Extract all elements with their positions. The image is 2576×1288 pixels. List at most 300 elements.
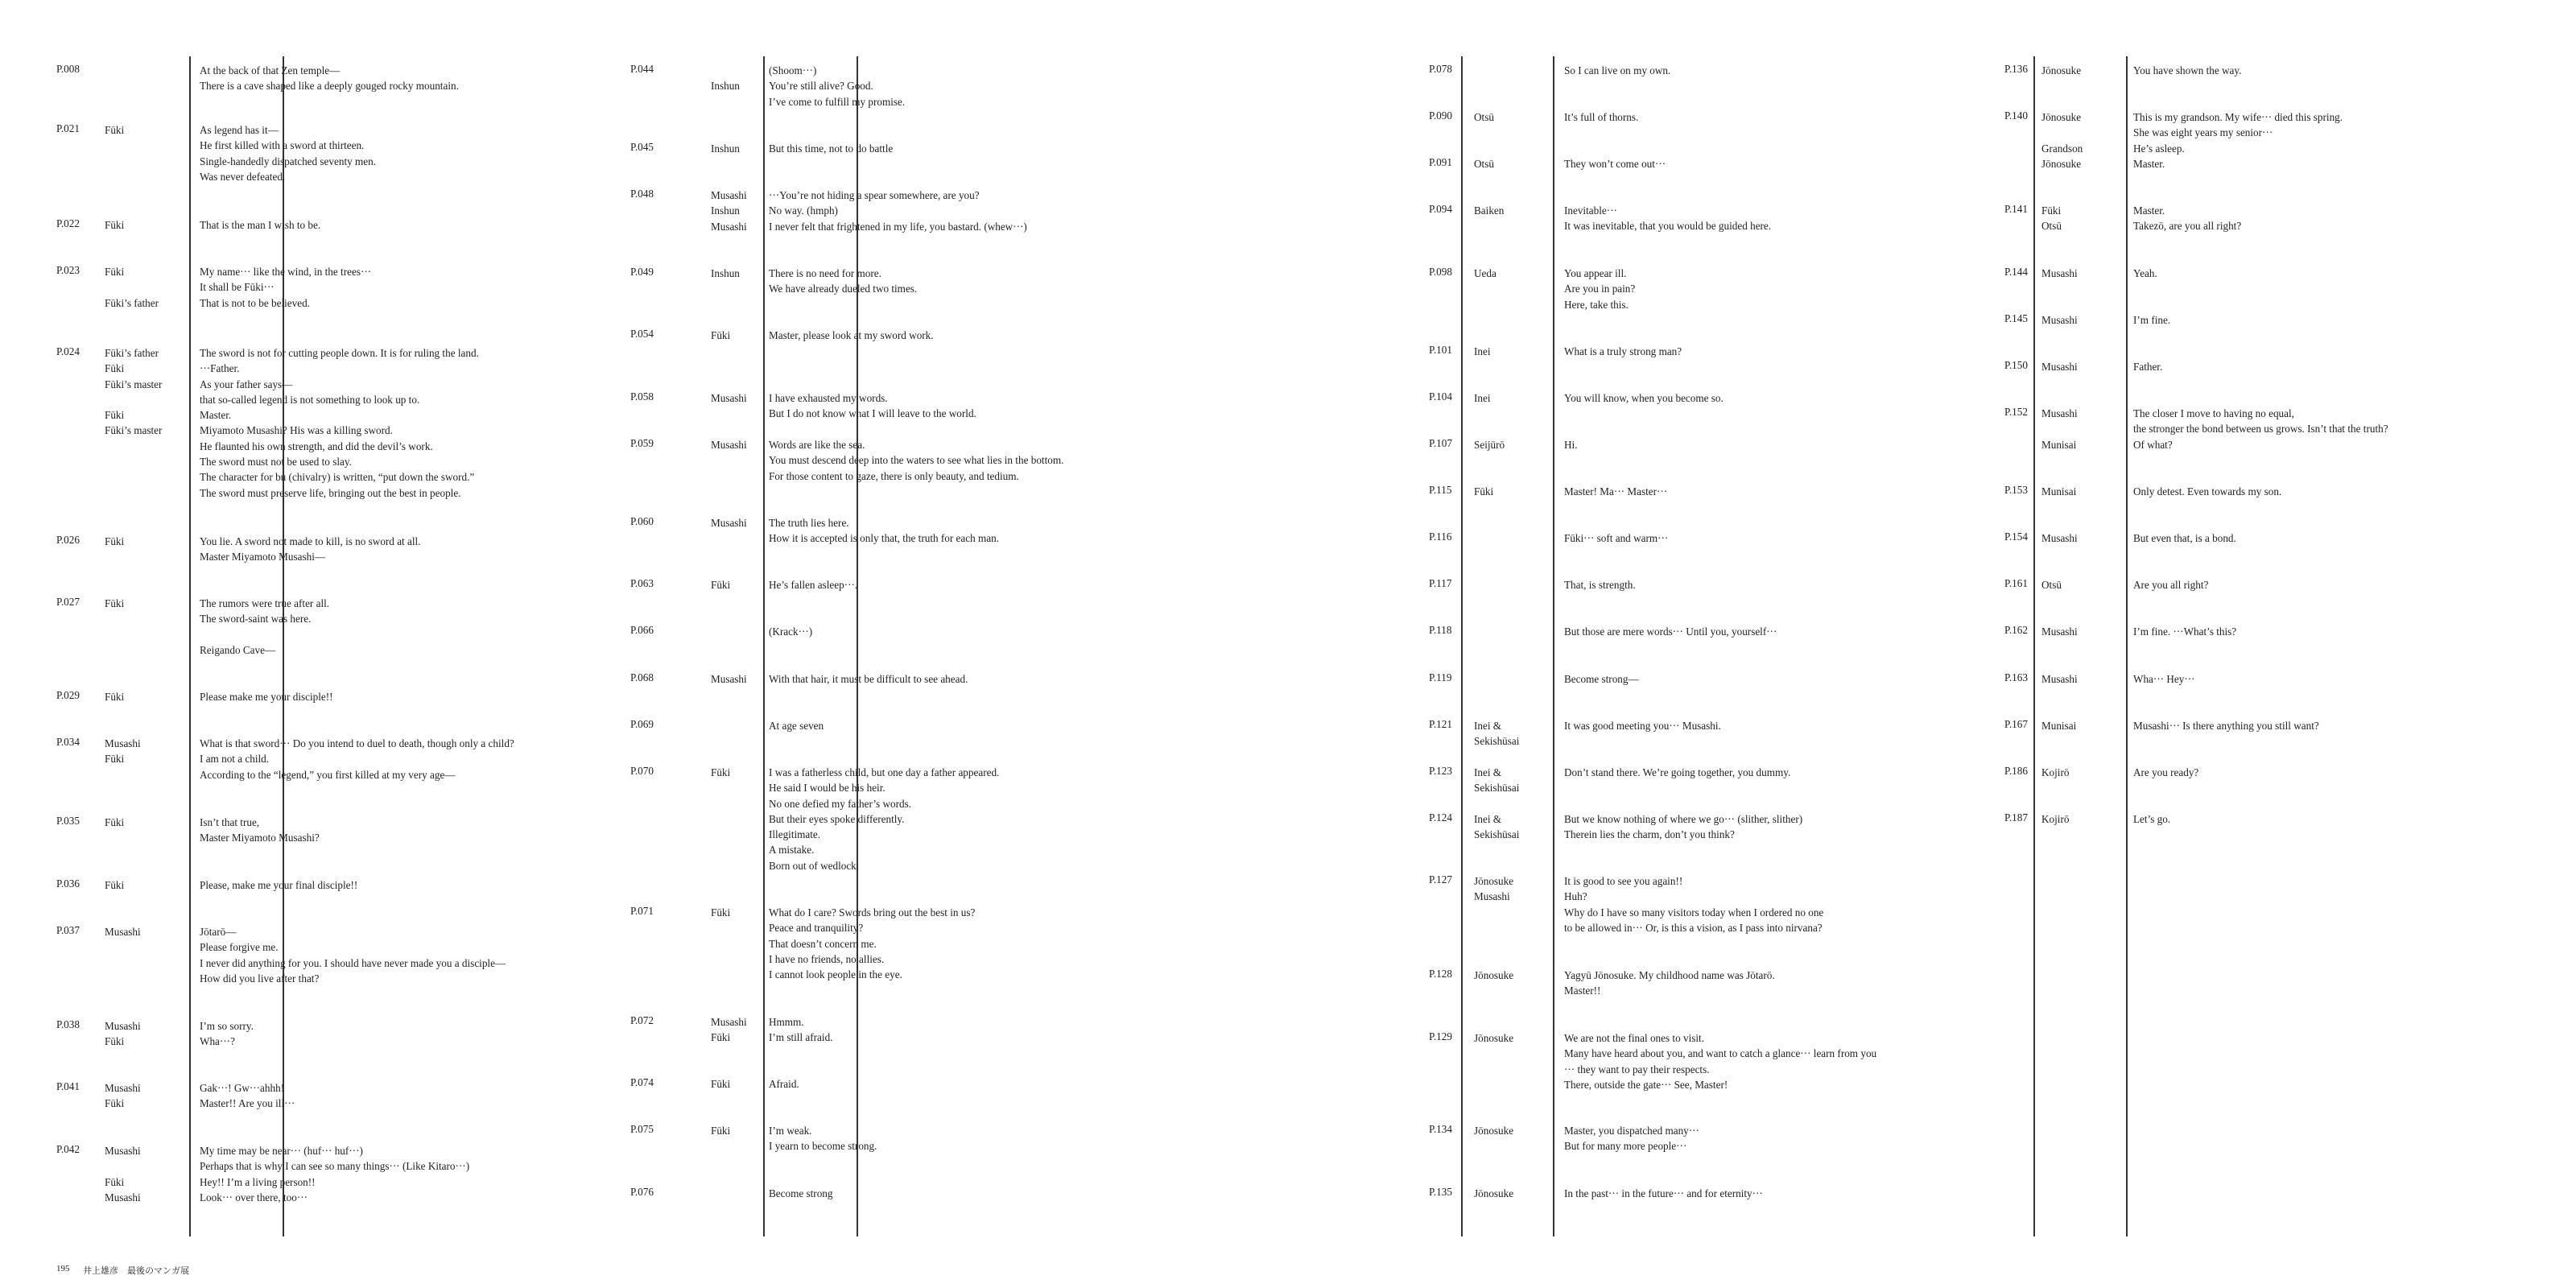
dialogue-line <box>56 1143 620 1158</box>
speaker-name: Munisai <box>2041 438 2077 451</box>
page-ref: P.078 <box>1429 63 1452 75</box>
dialogue-line <box>1429 109 1992 125</box>
dialogue-text: I have no friends, no allies. <box>769 952 885 965</box>
dialogue-line <box>1429 530 1992 546</box>
dialogue-line <box>630 437 1194 452</box>
dialogue-text: Isn’t that true, <box>200 816 260 828</box>
page-ref: P.072 <box>630 1014 654 1026</box>
dialogue-text: ··· they want to pay their respects. <box>1564 1063 1710 1075</box>
script-entry <box>630 63 1194 109</box>
dialogue-text: But we know nothing of where we go··· (slither, slither) <box>1564 813 1803 825</box>
dialogue-text: But I do not know what I will leave to the world. <box>769 407 976 420</box>
speaker-name: Inshun <box>711 80 740 93</box>
dialogue-text: It was inevitable, that you would be guided here. <box>1564 220 1772 233</box>
dialogue-text: The sword must preserve life, bringing out the best in people. <box>200 486 461 499</box>
dialogue-text: That, is strength. <box>1564 579 1636 591</box>
speaker-name: Musashi <box>711 189 747 201</box>
dialogue-text: He first killed with a sword at thirteen. <box>200 139 365 152</box>
dialogue-text: This is my grandson. My wife··· died this spring. <box>2133 111 2343 123</box>
dialogue-line <box>2004 109 2568 125</box>
dialogue-text: Words are like the sea. <box>769 439 865 451</box>
speaker-name: Musashi <box>105 1145 141 1157</box>
script-entry <box>1429 63 1992 78</box>
dialogue-line <box>56 485 620 501</box>
dialogue-line <box>1429 484 1992 499</box>
dialogue-text: Please make me your disciple!! <box>200 691 333 703</box>
script-entry <box>1429 1186 1992 1201</box>
dialogue-line <box>56 63 620 78</box>
dialogue-text: I’m so sorry. <box>200 1020 254 1032</box>
dialogue-text: What do I care? Swords bring out the best in us? <box>769 906 976 919</box>
speaker-name: Sekishūsai <box>1474 735 1520 748</box>
page-ref: P.094 <box>1429 203 1452 215</box>
dialogue-text: Master Miyamoto Musashi— <box>200 551 326 564</box>
dialogue-line <box>1429 218 1992 233</box>
dialogue-text: I am not a child. <box>200 753 270 766</box>
script-entry <box>1429 624 1992 639</box>
dialogue-text: We have already dueled two times. <box>769 283 918 295</box>
dialogue-line <box>2004 156 2568 171</box>
dialogue-text: You have shown the way. <box>2133 64 2242 76</box>
dialogue-text: Hmmm. <box>769 1016 804 1028</box>
dialogue-text: The character for bu (chivalry) is written, “put down the sword.” <box>200 471 475 484</box>
page-ref: P.098 <box>1429 266 1452 278</box>
dialogue-line <box>630 842 1194 857</box>
script-entry <box>2004 718 2568 733</box>
page-ref: P.058 <box>630 390 654 402</box>
speaker-name: Fūki <box>711 329 731 341</box>
dialogue-line <box>56 971 620 986</box>
dialogue-line <box>630 530 1194 546</box>
script-entry <box>2004 266 2568 281</box>
dialogue-text: Wha··· Hey··· <box>2133 673 2195 685</box>
dialogue-text: Reigando Cave— <box>200 643 276 656</box>
dialogue-text: Hi. <box>1564 439 1578 451</box>
dialogue-line <box>630 718 1194 733</box>
dialogue-line <box>1429 63 1992 78</box>
dialogue-line <box>2004 811 2568 827</box>
page-ref: P.049 <box>630 266 654 278</box>
speaker-name: Fūki <box>711 1031 731 1044</box>
dialogue-line <box>56 815 620 830</box>
dialogue-line <box>56 454 620 469</box>
speaker-name: Munisai <box>2041 485 2077 497</box>
script-entry <box>2004 312 2568 328</box>
script-entry <box>2004 624 2568 639</box>
dialogue-text: The sword must not be used to slay. <box>200 456 352 469</box>
page-ref: P.026 <box>56 534 80 546</box>
page-ref: P.060 <box>630 515 654 527</box>
dialogue-text: So I can live on my own. <box>1564 64 1671 76</box>
script-entry <box>630 577 1194 592</box>
dialogue-line <box>630 63 1194 78</box>
script-entry <box>1429 1123 1992 1154</box>
dialogue-text: Jōtarō— <box>200 926 237 938</box>
script-entry <box>56 534 620 565</box>
dialogue-text: Gak···! Gw···ahhh! <box>200 1082 285 1094</box>
dialogue-line <box>1429 889 1992 904</box>
dialogue-line <box>56 439 620 454</box>
script-entry <box>1429 671 1992 687</box>
speaker-name: Musashi <box>105 1020 141 1032</box>
dialogue-text: I yearn to become strong. <box>769 1140 877 1153</box>
dialogue-text: Let’s go. <box>2133 813 2171 825</box>
page-ref: P.186 <box>2004 765 2028 777</box>
speaker-name: Fūki’s master <box>105 424 163 437</box>
script-entry <box>2004 671 2568 687</box>
dialogue-line <box>1429 624 1992 639</box>
dialogue-text: That doesn’t concern me. <box>769 937 877 950</box>
dialogue-line <box>630 796 1194 811</box>
dialogue-line <box>630 94 1194 109</box>
dialogue-line <box>56 830 620 845</box>
dialogue-text: He flaunted his own strength, and did the devil’s work. <box>200 440 433 452</box>
dialogue-text: The rumors were true after all. <box>200 597 330 609</box>
dialogue-line <box>56 407 620 423</box>
speaker-name: Musashi <box>711 673 747 685</box>
speaker-name: Fūki <box>105 1175 125 1188</box>
dialogue-line <box>630 780 1194 795</box>
dialogue-text: For those content to gaze, there is only beauty, and tedium. <box>769 469 1019 482</box>
dialogue-line <box>630 1076 1194 1092</box>
script-entry <box>56 1080 620 1112</box>
dialogue-text: Master, please look at my sword work. <box>769 329 934 341</box>
dialogue-line <box>630 765 1194 780</box>
speaker-name: Musashi <box>105 737 141 749</box>
page-ref: P.136 <box>2004 63 2028 75</box>
dialogue-line <box>1429 811 1992 827</box>
speaker-name: Fūki <box>711 766 731 778</box>
script-entry <box>56 689 620 704</box>
script-entry <box>2004 63 2568 78</box>
dialogue-line <box>56 1190 620 1205</box>
script-entry <box>630 515 1194 547</box>
dialogue-text: Miyamoto Musashi? His was a killing sword. <box>200 424 393 437</box>
dialogue-text: Master Miyamoto Musashi? <box>200 832 320 844</box>
dialogue-text: There is a cave shaped like a deeply gouged rocky mountain. <box>200 80 459 93</box>
dialogue-text: Peace and tranquility? <box>769 922 864 935</box>
dialogue-text: But this time, not to do battle <box>769 142 894 155</box>
script-entry <box>2004 203 2568 234</box>
script-entry <box>56 264 620 311</box>
dialogue-text: Musashi··· Is there anything you still want? <box>2133 720 2319 732</box>
dialogue-text: But those are mere words··· Until you, yourself··· <box>1564 625 1777 638</box>
dialogue-text: The sword-saint was here. <box>200 613 312 625</box>
dialogue-text: How it is accepted is only that, the truth for each man. <box>769 532 1000 545</box>
dialogue-text: She was eight years my senior··· <box>2133 126 2273 139</box>
script-entry <box>1429 156 1992 171</box>
speaker-name: Jōnosuke <box>1474 875 1514 887</box>
page-ref: P.145 <box>2004 312 2028 324</box>
dialogue-line <box>1429 780 1992 795</box>
dialogue-line <box>630 203 1194 218</box>
dialogue-line <box>56 138 620 153</box>
dialogue-line <box>56 122 620 138</box>
dialogue-line <box>1429 905 1992 920</box>
script-entry <box>56 1143 620 1205</box>
dialogue-line <box>56 596 620 611</box>
script-entry <box>630 390 1194 422</box>
page-ref: P.134 <box>1429 1123 1452 1135</box>
dialogue-text: I cannot look people in the eye. <box>769 968 902 981</box>
script-entry <box>1429 344 1992 359</box>
script-entry <box>1429 1030 1992 1092</box>
dialogue-line <box>2004 125 2568 140</box>
dialogue-line <box>630 328 1194 343</box>
dialogue-text: At the back of that Zen temple— <box>200 64 341 76</box>
dialogue-line <box>56 736 620 751</box>
script-entry <box>630 141 1194 156</box>
dialogue-text: I’m fine. ···What’s this? <box>2133 625 2237 638</box>
speaker-name: Musashi <box>711 517 747 529</box>
page-ref: P.154 <box>2004 530 2028 543</box>
speaker-name: Munisai <box>2041 720 2077 732</box>
script-entry <box>1429 484 1992 499</box>
dialogue-line <box>1429 718 1992 733</box>
dialogue-line <box>56 1080 620 1096</box>
dialogue-line <box>56 956 620 971</box>
script-entry <box>56 122 620 184</box>
page-ref: P.008 <box>56 63 80 75</box>
dialogue-line <box>1429 266 1992 281</box>
page-ref: P.107 <box>1429 437 1452 449</box>
dialogue-line <box>630 920 1194 935</box>
dialogue-line <box>56 264 620 279</box>
dialogue-line <box>2004 484 2568 499</box>
speaker-name: Musashi <box>711 220 747 233</box>
dialogue-line <box>1429 920 1992 935</box>
speaker-name: Fūki <box>105 535 125 547</box>
dialogue-line <box>56 279 620 295</box>
dialogue-line <box>2004 624 2568 639</box>
dialogue-line <box>56 392 620 407</box>
dialogue-line <box>1429 390 1992 406</box>
speaker-name: Jōnosuke <box>2041 64 2082 76</box>
speaker-name: Seijūrō <box>1474 439 1505 451</box>
script-entry <box>1429 437 1992 452</box>
dialogue-text: You will know, when you become so. <box>1564 392 1724 404</box>
dialogue-line <box>2004 203 2568 218</box>
dialogue-text: Here, take this. <box>1564 298 1629 311</box>
dialogue-line <box>630 671 1194 687</box>
dialogue-line <box>56 627 620 642</box>
dialogue-line <box>56 423 620 438</box>
dialogue-line <box>56 549 620 564</box>
dialogue-line <box>630 811 1194 827</box>
dialogue-line <box>1429 156 1992 171</box>
dialogue-text: No one defied my father’s words. <box>769 797 912 810</box>
dialogue-line <box>630 1138 1194 1154</box>
speaker-name: Fūki <box>711 906 731 919</box>
page-ref: P.127 <box>1429 873 1452 886</box>
speaker-name: Fūki <box>105 266 125 278</box>
script-entry <box>1429 266 1992 312</box>
dialogue-line <box>56 1158 620 1174</box>
speaker-name: Jōnosuke <box>1474 1032 1514 1044</box>
dialogue-line <box>56 78 620 93</box>
page-ref: P.119 <box>1429 671 1452 683</box>
dialogue-line <box>56 154 620 169</box>
script-entry <box>56 924 620 986</box>
dialogue-line <box>1429 577 1992 592</box>
script-entry <box>1429 203 1992 234</box>
dialogue-text: Father. <box>2133 361 2163 373</box>
speaker-name: Otsū <box>2041 579 2062 591</box>
speaker-name: Inei & <box>1474 720 1502 732</box>
dialogue-text: Become strong— <box>1564 673 1639 685</box>
dialogue-text: (Krack···) <box>769 625 813 638</box>
speaker-name: Musashi <box>105 1191 141 1203</box>
dialogue-text: Only detest. Even towards my son. <box>2133 485 2282 497</box>
dialogue-line <box>1429 1062 1992 1077</box>
dialogue-text: ···You’re not hiding a spear somewhere, are you? <box>769 189 980 201</box>
dialogue-text: Takezō, are you all right? <box>2133 220 2242 233</box>
speaker-name: Musashi <box>2041 361 2078 373</box>
footer-book-title: 井上雄彦 最後のマンガ展 <box>83 1266 189 1276</box>
script-entry <box>630 718 1194 733</box>
page-ref: P.066 <box>630 624 654 636</box>
speaker-name: Inei & <box>1474 813 1502 825</box>
speaker-name: Fūki <box>711 1125 731 1137</box>
dialogue-line <box>56 924 620 939</box>
dialogue-line <box>1429 827 1992 842</box>
dialogue-text: I’m weak. <box>769 1125 812 1137</box>
dialogue-line <box>56 361 620 376</box>
dialogue-text: It is good to see you again!! <box>1564 875 1683 887</box>
dialogue-text: Yagyū Jōnosuke. My childhood name was Jōtarō. <box>1564 969 1775 981</box>
dialogue-text: How did you live after that? <box>200 972 320 985</box>
dialogue-line <box>2004 312 2568 328</box>
dialogue-text: That is the man I wish to be. <box>200 219 321 231</box>
dialogue-line <box>2004 218 2568 233</box>
page-ref: P.150 <box>2004 359 2028 371</box>
page-ref: P.027 <box>56 596 80 608</box>
dialogue-line <box>2004 530 2568 546</box>
speaker-name: Musashi <box>2041 532 2078 544</box>
dialogue-text: I’m still afraid. <box>769 1031 833 1044</box>
page-ref: P.161 <box>2004 577 2028 589</box>
dialogue-line <box>630 624 1194 639</box>
dialogue-text: We are not the final ones to visit. <box>1564 1032 1704 1044</box>
page-ref: P.059 <box>630 437 654 449</box>
page-ref: P.115 <box>1429 484 1452 496</box>
script-entry <box>1429 811 1992 843</box>
dialogue-text: Huh? <box>1564 890 1587 903</box>
script-entry <box>2004 484 2568 499</box>
dialogue-line <box>56 939 620 955</box>
speaker-name: Fūki <box>105 1097 125 1110</box>
dialogue-text: As your father says— <box>200 378 293 390</box>
dialogue-text: Look··· over there, too··· <box>200 1191 308 1203</box>
dialogue-line <box>630 577 1194 592</box>
speaker-name: Fūki <box>105 597 125 609</box>
script-entry <box>1429 109 1992 125</box>
dialogue-text: Why do I have so many visitors today when I ordered no one <box>1564 906 1824 919</box>
dialogue-line <box>630 469 1194 484</box>
dialogue-text: that so-called legend is not something to look up to. <box>200 393 420 406</box>
dialogue-line <box>1429 1138 1992 1154</box>
dialogue-line <box>1429 1077 1992 1092</box>
page-ref: P.076 <box>630 1186 654 1198</box>
page-ref: P.042 <box>56 1143 80 1155</box>
dialogue-text: Are you in pain? <box>1564 283 1636 295</box>
script-entry <box>2004 811 2568 827</box>
dialogue-line <box>56 877 620 893</box>
speaker-name: Fūki <box>711 579 731 591</box>
dialogue-line <box>630 858 1194 873</box>
speaker-name: Jōnosuke <box>1474 969 1514 981</box>
dialogue-text: Inevitable··· <box>1564 204 1617 217</box>
dialogue-line <box>1429 437 1992 452</box>
dialogue-text: Master. <box>200 409 232 422</box>
script-entry <box>2004 765 2568 780</box>
dialogue-line <box>1429 968 1992 983</box>
page-ref: P.038 <box>56 1018 80 1030</box>
dialogue-line <box>56 1096 620 1111</box>
script-entry <box>56 736 620 782</box>
page-ref: P.140 <box>2004 109 2028 122</box>
speaker-name: Fūki <box>711 1078 731 1090</box>
dialogue-text: That is not to be believed. <box>200 296 310 309</box>
dialogue-text: You must descend deep into the waters to see what lies in the bottom. <box>769 454 1064 467</box>
page-ref: P.144 <box>2004 266 2028 278</box>
speaker-name: Fūki’s father <box>105 296 159 309</box>
dialogue-line <box>1429 765 1992 780</box>
dialogue-line <box>2004 671 2568 687</box>
dialogue-text: Master. <box>2133 204 2165 217</box>
dialogue-text: Master! Ma··· Master··· <box>1564 485 1668 497</box>
dialogue-text: Yeah. <box>2133 267 2157 279</box>
dialogue-text: It shall be Fūki··· <box>200 281 275 294</box>
script-entry <box>630 905 1194 982</box>
dialogue-text: Was never defeated. <box>200 170 286 183</box>
page-ref: P.123 <box>1429 765 1452 777</box>
dialogue-line <box>630 905 1194 920</box>
page-ref: P.091 <box>1429 156 1452 168</box>
dialogue-text: What is that sword··· Do you intend to duel to death, though only a child? <box>200 737 514 749</box>
dialogue-text: I’ve come to fulfill my promise. <box>769 95 906 108</box>
dialogue-text: Afraid. <box>769 1078 799 1090</box>
dialogue-line <box>2004 421 2568 436</box>
script-entry <box>56 596 620 658</box>
dialogue-text: I have exhausted my words. <box>769 392 888 404</box>
speaker-name: Fūki <box>105 124 125 136</box>
speaker-name: Inshun <box>711 142 740 155</box>
dialogue-text: Born out of wedlock. <box>769 859 860 872</box>
dialogue-text: the stronger the bond between us grows. Isn’t that the truth? <box>2133 423 2388 436</box>
speaker-name: Fūki’s master <box>105 378 163 390</box>
page-ref: P.022 <box>56 217 80 229</box>
page-ref: P.041 <box>56 1080 80 1092</box>
speaker-name: Musashi <box>2041 267 2078 279</box>
script-entry <box>2004 406 2568 452</box>
dialogue-text: Master!! <box>1564 985 1601 997</box>
dialogue-text: Don’t stand there. We’re going together, you dummy. <box>1564 766 1791 778</box>
page-ref: P.075 <box>630 1123 654 1135</box>
script-entry <box>630 671 1194 687</box>
script-entry <box>630 1186 1194 1201</box>
dialogue-text: At age seven <box>769 720 824 732</box>
speaker-name: Otsū <box>2041 220 2062 233</box>
script-entry <box>1429 873 1992 935</box>
script-entry <box>2004 109 2568 171</box>
speaker-name: Fūki <box>105 691 125 703</box>
dialogue-line <box>630 78 1194 93</box>
dialogue-text: No way. (hmph) <box>769 204 838 217</box>
page-ref: P.118 <box>1429 624 1452 636</box>
script-entry <box>56 1018 620 1050</box>
page-ref: P.101 <box>1429 344 1452 356</box>
